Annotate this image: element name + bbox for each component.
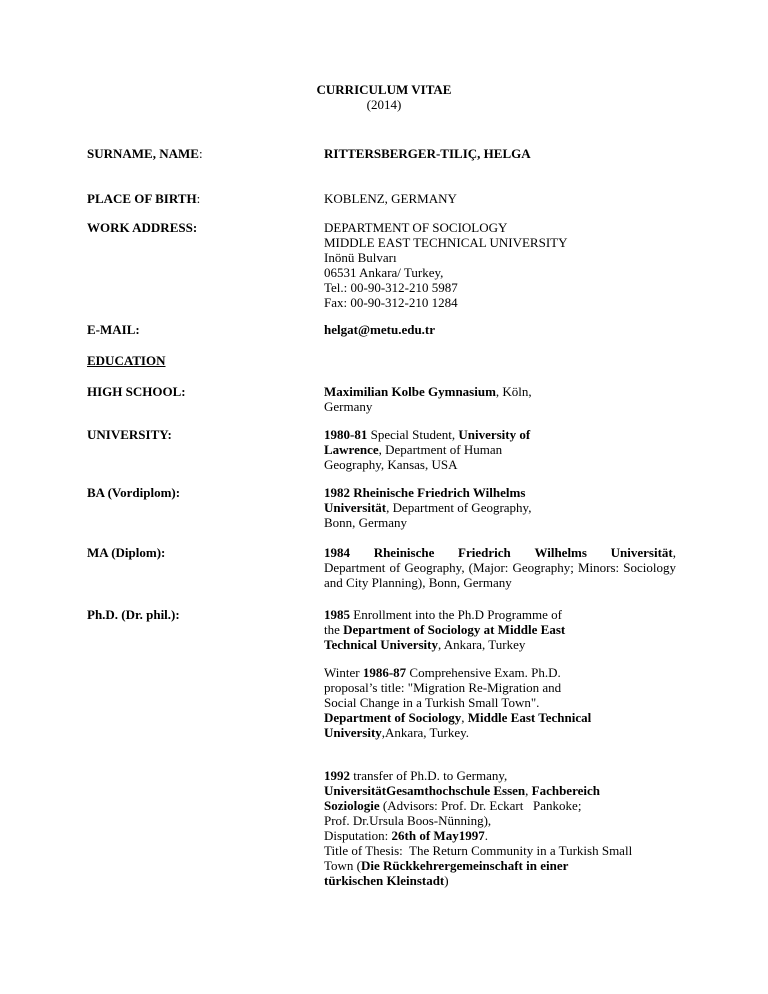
work-address-value: DEPARTMENT OF SOCIOLOGY MIDDLE EAST TECHNICAL UNIVERSITY Inönü Bulvarı 06531 Ankara/ Turkey, Tel.: 00-90-312-210 5987 Fax: 00-90-312-210 1284 (324, 220, 568, 310)
ba-label: BA (Vordiplom): (87, 485, 181, 500)
birth-label: PLACE OF BIRTH: (87, 191, 201, 206)
phd-entry-1985: 1985 Enrollment into the Ph.D Programme of the Department of Sociology at Middle East Technical University, Ankara, Turkey (324, 607, 566, 652)
email-value: helgat@metu.edu.tr (324, 322, 436, 337)
name-value: RITTERSBERGER-TILIÇ, HELGA (324, 146, 531, 161)
name-label: SURNAME, NAME: (87, 146, 203, 161)
cv-year: (2014) (366, 97, 402, 112)
phd-entry-1992: 1992 transfer of Ph.D. to Germany, UniversitätGesamthochschule Essen, Fachbereich Soziologie (Advisors: Prof. Dr. Eckart Pankoke; Prof. Dr.Ursula Boos-Nünning), Disputation: 26th of May1997. Title of Thesis: The Return Community in a Turkish Small Town (Die Rückkehrergemeinschaft in einer türkischen Kleinstadt) (324, 768, 633, 888)
high-school-label: HIGH SCHOOL: (87, 384, 186, 399)
phd-label: Ph.D. (Dr. phil.): (87, 607, 180, 622)
high-school-value: Maximilian Kolbe Gymnasium, Köln, Germany (324, 384, 532, 414)
work-address-label: WORK ADDRESS: (87, 220, 198, 235)
ba-value: 1982 Rheinische Friedrich Wilhelms Universität, Department of Geography, Bonn, Germany (324, 485, 532, 530)
education-heading: EDUCATION (87, 353, 166, 368)
university-label: UNIVERSITY: (87, 427, 172, 442)
email-label: E-MAIL: (87, 322, 140, 337)
ma-label: MA (Diplom): (87, 545, 166, 560)
phd-entry-1986: Winter 1986-87 Comprehensive Exam. Ph.D. proposal’s title: "Migration Re-Migration and Social Change in a Turkish Small Town". Department of Sociology, Middle East Technical University,Ankara, Turkey. (324, 665, 592, 740)
university-value: 1980-81 Special Student, University of Lawrence, Department of Human Geography, Kansas, USA (324, 427, 531, 472)
birth-value: KOBLENZ, GERMANY (324, 191, 457, 206)
ma-value: 1984 Rheinische Friedrich Wilhelms Universität, Department of Geography, (Major: Geography; Minors: Sociology and City Planning), Bonn, Germany (324, 545, 676, 590)
cv-title: CURRICULUM VITAE (316, 82, 452, 97)
